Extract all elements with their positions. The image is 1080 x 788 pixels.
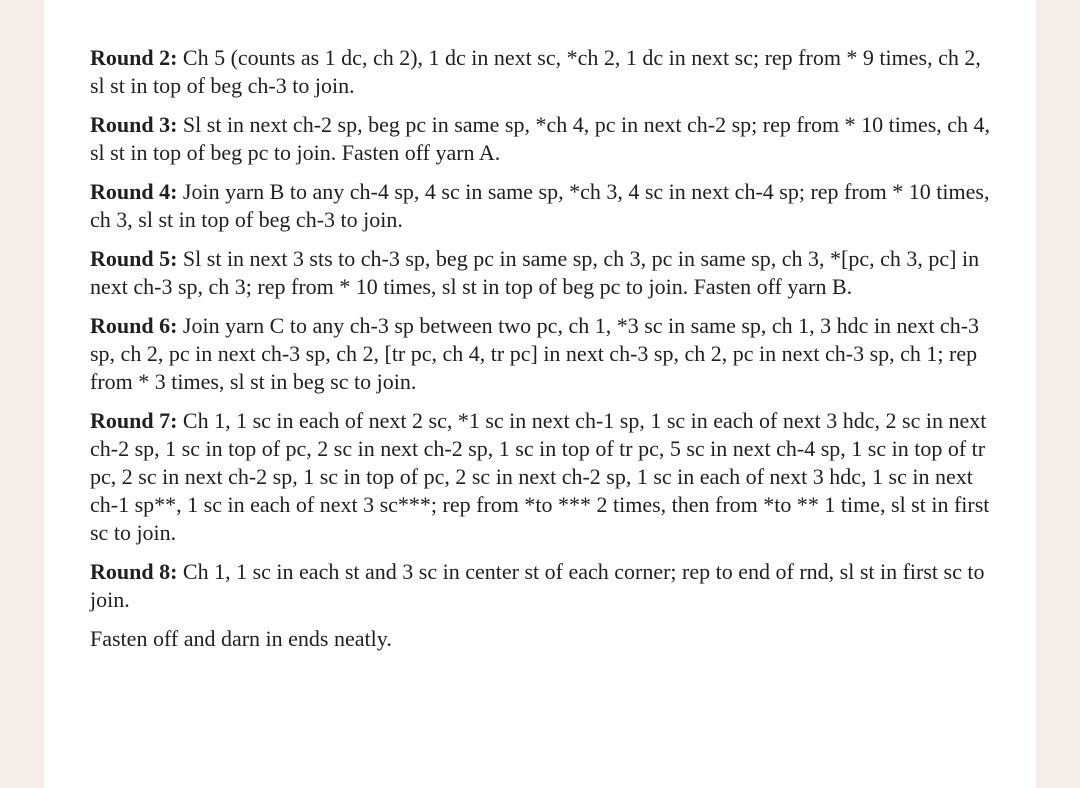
- round-2-paragraph: [90, 44, 996, 100]
- round-6-paragraph: [90, 312, 996, 396]
- round-2-text: Ch 5 (counts as 1 dc, ch 2), 1 dc in next sc, *ch 2, 1 dc in next sc; rep from * 9 times, ch 2, sl st in top of beg ch-3 to join.: [90, 45, 981, 98]
- closing-paragraph: Fasten off and darn in ends neatly.: [90, 626, 392, 651]
- round-8-label: Round 8:: [90, 559, 178, 584]
- round-7-text: Ch 1, 1 sc in each of next 2 sc, *1 sc in next ch-1 sp, 1 sc in each of next 3 hdc, 2 sc in next ch-2 sp, 1 sc in top of pc, 2 sc in next ch-2 sp, 1 sc in top of tr pc, 5 sc in next ch-4 sp, 1 sc in top of tr pc, 2 sc in next ch-2 sp, 1 sc in top of pc, 2 sc in next ch-2 sp, 1 sc in each of next 3 hdc, 1 sc in next ch-1 sp**, 1 sc in each of next 3 sc***; rep from *to *** 2 times, then from *to ** 1 time, sl st in first sc to join.: [90, 408, 990, 545]
- round-7-paragraph: [90, 407, 996, 547]
- round-4-paragraph: [90, 178, 996, 234]
- round-6-label: Round 6:: [90, 313, 178, 338]
- round-3-label: Round 3:: [90, 112, 178, 137]
- round-3-paragraph: [90, 111, 996, 167]
- round-6-text: Join yarn C to any ch-3 sp between two pc, ch 1, *3 sc in same sp, ch 1, 3 hdc in next ch-3 sp, ch 2, pc in next ch-3 sp, ch 2, [tr pc, ch 4, tr pc] in next ch-3 sp, ch 2, pc in next ch-3 sp, ch 1; rep from * 3 times, sl st in beg sc to join.: [90, 313, 980, 394]
- round-5-paragraph: [90, 245, 996, 301]
- round-8-text: Ch 1, 1 sc in each st and 3 sc in center st of each corner; rep to end of rnd, sl st in first sc to join.: [90, 559, 985, 612]
- round-4-label: Round 4:: [90, 179, 178, 204]
- document-page: [44, 0, 1036, 788]
- round-2-label: Round 2:: [90, 45, 178, 70]
- round-5-label: Round 5:: [90, 246, 178, 271]
- round-7-label: Round 7:: [90, 408, 178, 433]
- round-3-text: Sl st in next ch-2 sp, beg pc in same sp, *ch 4, pc in next ch-2 sp; rep from * 10 times, ch 4, sl st in top of beg pc to join. Fasten off yarn A.: [90, 112, 991, 165]
- round-8-paragraph: [90, 558, 996, 614]
- round-4-text: Join yarn B to any ch-4 sp, 4 sc in same sp, *ch 3, 4 sc in next ch-4 sp; rep from * 10 times, ch 3, sl st in top of beg ch-3 to join.: [90, 179, 990, 232]
- round-5-text: Sl st in next 3 sts to ch-3 sp, beg pc in same sp, ch 3, pc in same sp, ch 3, *[pc, ch 3, pc] in next ch-3 sp, ch 3; rep from * 10 times, sl st in top of beg pc to join. Fasten off yarn B.: [90, 246, 980, 299]
